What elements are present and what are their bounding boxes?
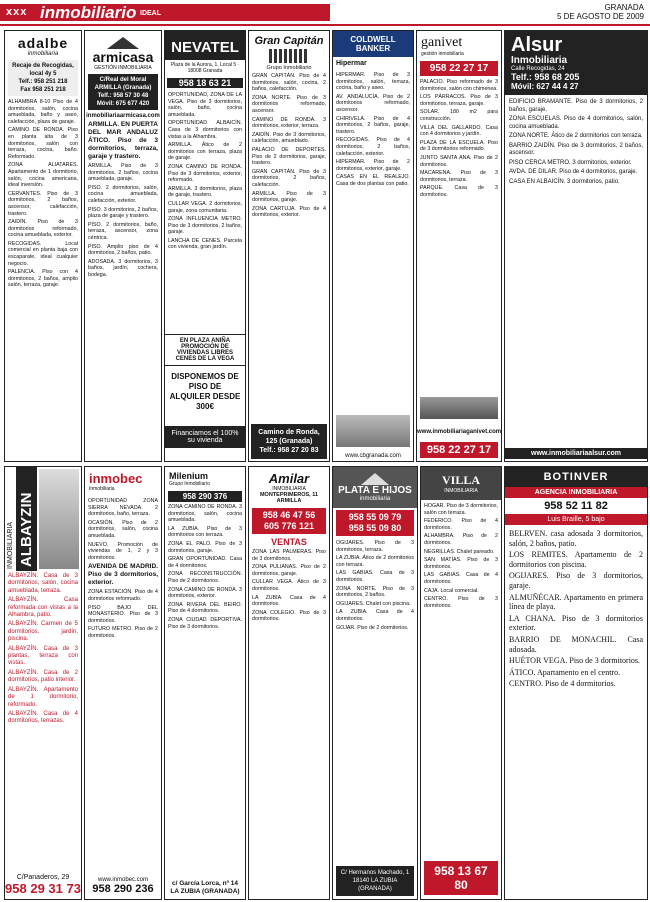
listing: OGIJARES. Piso de 3 dormitorios, garaje. (509, 571, 643, 590)
city-label: GRANADA (604, 3, 644, 12)
listing: PALACIO. Piso reformado de 3 dormitorios, salón con chimenea. (420, 79, 498, 92)
section-title: inmobiliario (40, 3, 137, 22)
listing: HIPERMAR. Piso de 3 dormitorios, salón, terraza, cocina, baño y aseo. (336, 72, 410, 92)
listing: ARMILLA. Piso de 3 dormitorios, 2 baños, cocina amueblada, garaje. (88, 163, 158, 183)
ad-alsur (504, 30, 648, 462)
botinver-address: Luis Braille, 5 bajo (505, 514, 647, 525)
listing: EDIFICIO BRAMANTE. Piso de 3 dormitorios, 2 baños, garaje. (509, 99, 643, 113)
gran-capitan-logo: Gran Capitán (254, 35, 324, 47)
listing: PISO. 3 dormitorios, 2 baños, plaza de garaje y trastero. (88, 206, 158, 220)
listing: HIPERMAR. Piso de 2 dormitorios, exterior, garaje. (336, 159, 410, 172)
albayzin-listings (5, 571, 81, 865)
listing: AVENIDA DE MADRID. Piso de 3 dormitorios, exterior. (88, 563, 158, 587)
listing: OGIJARES. Chalet con piscina. (336, 600, 411, 607)
listing: CENTRO. Piso de 4 dormitorios. (509, 679, 616, 689)
listing: ALBAYZÍN. Casa de 2 dormitorios, patio interior. (8, 669, 78, 684)
listing: BELRVEN. casa adosada 3 dormitorios, salón, 2 baños, patio. (509, 529, 643, 548)
albayzin-logo: ALBAYZIN (16, 467, 37, 571)
ad-adalbe (4, 30, 82, 462)
listing: GOJAR. Piso de 2 dormitorios. (336, 624, 409, 631)
gran-capitan-phone: Telf.: 958 27 20 83 (259, 447, 319, 454)
alsur-mobile: Móvil: 627 44 4 27 (511, 82, 579, 91)
plata-hijos-phone-2: 958 55 09 80 (348, 523, 402, 533)
plata-hijos-address: C/ Hermanos Machado, 1 18140 LA ZUBIA (GRANADA) (336, 866, 414, 896)
alsur-logo: Alsur (511, 34, 563, 56)
listing: ALBAYZÍN. Casa de 4 dormitorios, terrazas. (8, 710, 78, 725)
listing: ZONA CAMINO DE RONDA. Piso de 3 dormitorios, exterior, reformado. (168, 163, 242, 184)
gran-capitan-tag: Grupo Inmobiliario (266, 65, 312, 71)
nevatel-phone: 958 18 63 21 (167, 78, 243, 88)
amilar-section: VENTAS (271, 537, 307, 547)
listing: LAS GABIAS. Casa de 4 dormitorios. (424, 572, 498, 585)
listing: FUTURO METRO. Piso de 2 dormitorios. (88, 626, 158, 639)
listing: PARQUE. Casa de 3 dormitorios. (420, 185, 498, 198)
listing: ZONA NORTE. Ático de 2 dormitorios con terraza. (509, 133, 643, 139)
listing: NUEVO. Promoción de viviendas de 1, 2 y 3 dormitorios. (88, 541, 158, 561)
ganivet-tag: gestión inmobiliaria (421, 51, 464, 57)
ad-coldwell-banker (332, 30, 414, 462)
botinver-logo: BOTINVER (543, 471, 609, 483)
listing: CENTRO. Piso de 3 dormitorios. (424, 596, 498, 609)
listing: CAMINO DE RONDA. 3 dormitorios, exterior, terraza. (252, 116, 326, 130)
botinver-phone: 958 52 11 82 (544, 500, 608, 512)
listing: ZONA NORTE. Piso de 3 dormitorios reformado, ascensor. (252, 94, 326, 114)
ad-gran-capitan (248, 30, 330, 462)
nevatel-logo: NEVATEL (171, 39, 239, 56)
amilar-tag: INMOBILIARIA (272, 486, 306, 492)
amilar-address: MONTEPRIMEROS, 11 ARMILLA (259, 492, 319, 504)
listing: CULLAR VEGA. 2 dormitorios, garaje, zona comunitaria. (168, 200, 242, 214)
listing: CULLAR VEGA. Ático de 3 dormitorios. (252, 579, 326, 592)
listing: CASA EN ALBAICÍN. 3 dormitorios, patio. (509, 178, 620, 185)
adalbe-tag: inmobiliaria (27, 51, 59, 57)
ad-ganivet (416, 30, 502, 462)
section-number: xxx (6, 6, 28, 18)
listing: PALENCIA. Piso con 4 dormitorios, 2 baños, amplio salón, terraza, garaje. (8, 269, 78, 289)
listing: PISO. 2 dormitorios, salón, cocina amueblada, calefacción, exterior. (88, 184, 158, 204)
coldwell-listings (333, 70, 413, 404)
listing: ARMILLA. Piso de 3 dormitorios, garaje. (252, 190, 326, 204)
listing: OCASIÓN. Piso de 2 dormitorios, salón, cocina amueblada. (88, 519, 158, 539)
gran-capitan-listings (249, 71, 329, 375)
listing: PLAZA DE LA ESCUELA. Piso de 3 dormitorios reformado. (420, 139, 498, 153)
listing: ZONA NORTE. Piso de 3 dormitorios, 2 baños. (336, 585, 414, 599)
inmobec-logo: inmobec (89, 471, 143, 486)
ad-armicasa (84, 30, 162, 462)
listing: ALBAYZÍN. Casa de 3 dormitorios, salón, cocina amueblada, terraza. (8, 573, 78, 594)
armicasa-address: C/Real del Moral ARMILLA (Granada) (94, 77, 152, 91)
milenium-tag: Grupo Inmobiliario (169, 481, 210, 487)
listing: ZONA ESCUELAS. Piso de 4 dormitorios, salón, cocina amueblada. (509, 116, 643, 130)
armicasa-web[interactable]: inmobiliariaarmicasa.com (86, 113, 160, 119)
ganivet-listings (417, 76, 501, 382)
listing: ALBAYZÍN. Apartamento de 1 dormitorio, reformado. (8, 686, 78, 708)
ad-albayzin (4, 466, 82, 900)
ganivet-phone-bottom: 958 22 27 17 (420, 442, 498, 458)
listing: SAN MATÍAS. Piso de 3 dormitorios. (424, 557, 498, 570)
alsur-listings (505, 95, 647, 423)
listing: ÁTICO. Apartamento en el centro. (509, 667, 621, 677)
listing: BARRIO DE MONACHIL. Casa adosada. (509, 634, 643, 654)
alsur-web[interactable]: www.inmobiliariaalsur.com (505, 448, 647, 459)
listing: VILLA DEL GALLARDO. Casa con 4 dormitorios y jardín. (420, 124, 498, 138)
listing: CAJA. Local comercial. (424, 587, 479, 594)
amilar-phone-2: 605 776 121 (263, 521, 315, 531)
gran-capitan-address: Camino de Ronda, 125 (Granada) (258, 429, 320, 445)
plata-hijos-phone: 958 55 09 79 (348, 512, 402, 522)
villa-logo: VILLA (441, 473, 480, 487)
nevatel-available: DISPONEMOS DE PISO DE ALQUILER DESDE 300€ (169, 372, 241, 411)
albayzin-image (39, 469, 79, 569)
ad-villa (420, 466, 502, 900)
ad-amilar (248, 466, 330, 900)
armicasa-tag: GESTIÓN INMOBILIARIA (94, 65, 152, 71)
listing: ZONA INFLUENCIA METRO. Piso de 3 dormitorios, 2 baños, garaje. (168, 216, 242, 236)
listing: MACARENA. Piso de 3 dormitorios, terraza. (420, 170, 498, 183)
house-icon (107, 37, 139, 49)
listing: PISO. 2 dormitorios, baño, terraza, ascensor, zona céntrica. (88, 221, 158, 241)
listing: LAS GABIAS. Casa de 3 dormitorios. (336, 570, 414, 583)
listing: ZONA CAMINO DE RONDA. 3 dormitorios, salón, cocina amueblada. (168, 504, 242, 524)
issue-date: 5 DE AGOSTO DE 2009 (556, 12, 644, 21)
alsur-address: Calle Recogidas, 24 (511, 66, 565, 72)
house-icon (361, 473, 389, 485)
listing: LA CHANA. Piso de 3 dormitorios exterior. (509, 613, 643, 633)
listing: OPORTUNIDAD ZONA SIERRA NEVADA. 2 dormitorios, baño, terraza. (88, 498, 158, 518)
section-banner (0, 4, 330, 21)
listing: OPORTUNIDAD, ZONA DE LA VEGA. Piso de 3 dormitorios, salón, baño, cocina amueblada. (168, 92, 242, 118)
villa-tag: INMOBILIARIA (444, 488, 478, 494)
listing: SOLAR. 180 m2 para construcción. (420, 109, 498, 122)
listing: ALBAYZÍN. Carmen de 5 dormitorios, jardín, piscina. (8, 621, 78, 643)
listing: ZONA PULIANAS. Piso de 2 dormitorios, garaje. (252, 564, 326, 577)
botinver-tag: AGENCIA INMOBILIARIA (505, 487, 647, 498)
listing: AVDA. DE DILAR. Piso de 4 dormitorios, garaje. (509, 169, 638, 175)
listing: RECOGIDAS. Local comercial en planta baja con escaparate, ideal cualquier negocio. (8, 240, 78, 267)
listing: ZONA CARTUJA. Piso de 4 dormitorios, exterior. (252, 205, 326, 219)
milenium-logo: Milenium (169, 471, 209, 481)
inmobec-web[interactable]: www.inmobec.com (97, 877, 148, 883)
amilar-listings (249, 547, 329, 851)
date-block (557, 3, 644, 21)
listing: OGIJARES. Piso de 3 dormitorios, terraza. (336, 540, 414, 553)
listing: BARRIO ZAIDÍN. Piso de 3 dormitorios, 2 baños, ascensor. (509, 142, 643, 156)
albayzin-tag: INMOBILIARIA (7, 521, 14, 569)
adalbe-logo: adalbe (17, 35, 69, 51)
ad-nevatel (164, 30, 246, 462)
nevatel-finance: Financiamos el 100% su vivienda (165, 426, 245, 448)
adalbe-listings (5, 99, 81, 291)
listing: ZONA ALIATARES. Apartamento de 1 dormitorio, salón, cocina americana, ideal inversión. (8, 162, 78, 189)
listing: ALHAMBRA 8-10 Piso de 4 dormitorios, salón, cocina amueblada, baño y aseo, calefacción, plaza de garaje. (8, 99, 78, 125)
listing: OPORTUNIDAD ALBAICÍN. Casa de 3 dormitorios con vistas a la Alhambra. (168, 120, 242, 140)
armicasa-phone: Telf.: 958 57 30 48 (97, 93, 149, 99)
listing: LA ZUBIA. Casa de 4 dormitorios. (252, 594, 326, 608)
armicasa-logo: armicasa (92, 49, 154, 65)
armicasa-mobile: Móvil: 675 677 420 (96, 101, 150, 107)
milenium-listings (165, 502, 245, 856)
listing: ADOSADA. 3 dormitorios, 3 baños, jardín, cochera, bodega. (88, 258, 158, 278)
listing: ALBAYZÍN. Casa reformada con vistas a la Alhambra, patio. (8, 597, 78, 619)
adalbe-fax: Fax 958 251 218 (20, 87, 66, 93)
listing: HOGAR. Piso de 3 dormitorios, salón con terraza. (424, 503, 498, 516)
albayzin-phone: 958 29 31 73 (5, 881, 81, 896)
ganivet-logo: ganivet (421, 35, 463, 50)
ad-botinver (504, 466, 648, 900)
listing: LANCHA DE CENES. Parcela con vivienda, gran jardín. (168, 237, 242, 251)
newspaper-name: IDEAL (140, 10, 161, 17)
listing: CERVANTES. Piso de 3 dormitorios, 2 baños, ascensor, calefacción, trastero. (8, 190, 78, 217)
amilar-phone: 958 46 47 56 (262, 510, 316, 520)
listing: NEGRILLAS. Chalet pareado. (424, 548, 495, 555)
listing: CAMINO DE RONDA. Piso en planta alta de 3 dormitorios, salón con terraza, cocina, baño. Reformado. (8, 127, 78, 160)
nevatel-address: Plaza de la Aurora, 1. Local 5 · 18008 Granada (170, 62, 240, 74)
listing: PISO BAJO DEL MONASTERIO. Piso de 3 dormitorios. (88, 604, 158, 624)
ganivet-phone: 958 22 27 17 (420, 61, 498, 76)
coldwell-logo: COLDWELL BANKER (350, 35, 396, 53)
listing: GRAN CAPITÁN. Piso de 3 dormitorios, 2 baños, calefacción. (252, 168, 326, 188)
listing: ARMILLA. EN PUERTA DEL MAR ANDALUZ ÁTICO. Piso de 3 dormitorios, terraza, garaje y trastero. (88, 121, 158, 160)
nevatel-promo: EN PLAZA ANIÑA PROMOCIÓN DE VIVIENDAS LIBRES CENES DE LA VEGA (165, 334, 245, 366)
listing: ALMUÑÉCAR. Apartamento en primera línea de playa. (509, 592, 643, 612)
listing: ALBAYZÍN. Casa de 3 plantas, terraza con vistas. (8, 645, 78, 667)
listing: ZONA RIVERA DEL BEIRO. Piso de 4 dormitorios. (168, 601, 242, 615)
listing: FEDERICO. Piso de 4 dormitorios. (424, 518, 498, 531)
coldwell-tag: Hipermar (336, 60, 367, 67)
adalbe-address: Recaje de Recogidas, local 4y 5 (12, 63, 74, 77)
listing: RECOGIDAS. Piso de 4 dormitorios, 2 baños, calefacción, exterior. (336, 137, 410, 157)
inmobec-tag: Inmobiliaria (89, 486, 115, 492)
milenium-address: c/ García Lorca, nº 14 LA ZUBIA (GRANADA) (170, 880, 240, 895)
milenium-phone: 958 290 376 (168, 491, 242, 502)
header-rule (0, 24, 650, 26)
coldwell-photo (336, 415, 410, 447)
coldwell-web[interactable]: www.cbgranada.com (345, 453, 401, 459)
plata-hijos-logo: PLATA E HIJOS (338, 485, 412, 496)
inmobec-phone: 958 290 236 (92, 883, 154, 895)
listing: PISO CERCA METRO. 3 dormitorios, exterior. (509, 159, 632, 166)
listing: LA ZUBIA. Ático de 2 dormitorios con terraza. (336, 555, 414, 568)
botinver-listings (505, 525, 647, 893)
armicasa-listings (85, 119, 161, 283)
listing: ZONA RECONSTRUCCIÓN. Piso de 2 dormitorios. (168, 571, 242, 584)
listing: ZAIDÍN. Piso de 3 dormitorios, calefacción, amueblado. (252, 131, 326, 145)
listing: CASAS EN EL REALEJO. Casa de dos plantas con patio. (336, 174, 410, 187)
listing: PALACIO DE DEPORTES. Piso de 2 dormitorios, garaje, trastero. (252, 146, 326, 167)
plata-hijos-tag: inmobiliaria (359, 496, 391, 502)
listing: LA ZUBIA. Piso de 3 dormitorios con terraza. (168, 525, 242, 539)
listing: PISO. Amplio piso de 4 dormitorios, 2 baños, patio. (88, 243, 158, 257)
adalbe-phone: Telf.: 958 251 218 (18, 79, 68, 85)
alsur-tag: Inmobiliaria (511, 55, 568, 66)
building-icon (269, 49, 309, 63)
listing: GRAN OPORTUNIDAD. Casa de 4 dormitorios. (168, 556, 242, 569)
alsur-phone: Telf.: 958 68 205 (511, 72, 580, 82)
nevatel-listings (165, 90, 245, 334)
plata-hijos-listings (333, 538, 417, 832)
listing: ZONA CIUDAD DEPORTIVA. Piso de 3 dormitorios. (168, 616, 242, 630)
listing: ARMILLA. Ático de 2 dormitorios con terraza, plaza de garaje. (168, 142, 242, 162)
listing: ARMILLA. 3 dormitorios, plaza de garaje, trastero. (168, 185, 242, 199)
listing: AV. ANDALUCÍA. Piso de 2 dormitorios reformado, ascensor. (336, 93, 410, 113)
ad-milenium (164, 466, 246, 900)
villa-phone: 958 13 67 80 (424, 861, 498, 895)
listing: HUÉTOR VEGA. Piso de 3 dormitorios. (509, 656, 641, 666)
amilar-logo: Amilar (268, 471, 310, 486)
listing: ZONA EL PALO. Piso de 3 dormitorios, garaje. (168, 540, 242, 554)
listing: ZAIDÍN. Piso de 3 dormitorios reformado, cocina amueblada, exterior. (8, 219, 78, 239)
page-header (0, 0, 650, 24)
listing: LOS PÁRRACOS. Piso de 3 dormitorios, terraza, garaje. (420, 94, 498, 107)
listing: CHIRIVELA. Piso de 4 dormitorios, 2 baños, garaje, trastero. (336, 115, 410, 135)
ganivet-web[interactable]: www.inmobiliariaganivet.com (417, 429, 502, 435)
listing: GRAN CAPITÁN. Piso de 4 dormitorios, salón, cocina, 2 baños, calefacción. (252, 73, 326, 93)
listing: ZONA LAS PALMERAS. Piso de 3 dormitorios. (252, 549, 326, 562)
listing: LA ZUBIA. Casa de 4 dormitorios. (336, 609, 414, 622)
villa-listings (421, 500, 501, 836)
inmobec-listings (85, 496, 161, 840)
ganivet-photo (420, 397, 498, 419)
ad-inmobec (84, 466, 162, 900)
listing: ALHAMBRA. Piso de 2 dormitorios. (424, 533, 498, 546)
albayzin-address: C/Panaderos, 29 (16, 874, 70, 881)
listing: ZONA COLEGIO. Piso de 3 dormitorios. (252, 609, 326, 623)
listing: ZONA ESTACIÓN. Piso de 4 dormitorios reformado. (88, 589, 158, 602)
listing: LOS REMITES. Apartamento de 2 dormitorios con piscina. (509, 550, 643, 569)
listing: ZONA CAMINO DE RONDA. 3 dormitorios, exterior. (168, 586, 242, 600)
ad-plata-hijos (332, 466, 418, 900)
listing: JUNTO SANTA ANA. Piso de 2 dormitorios. (420, 154, 498, 168)
